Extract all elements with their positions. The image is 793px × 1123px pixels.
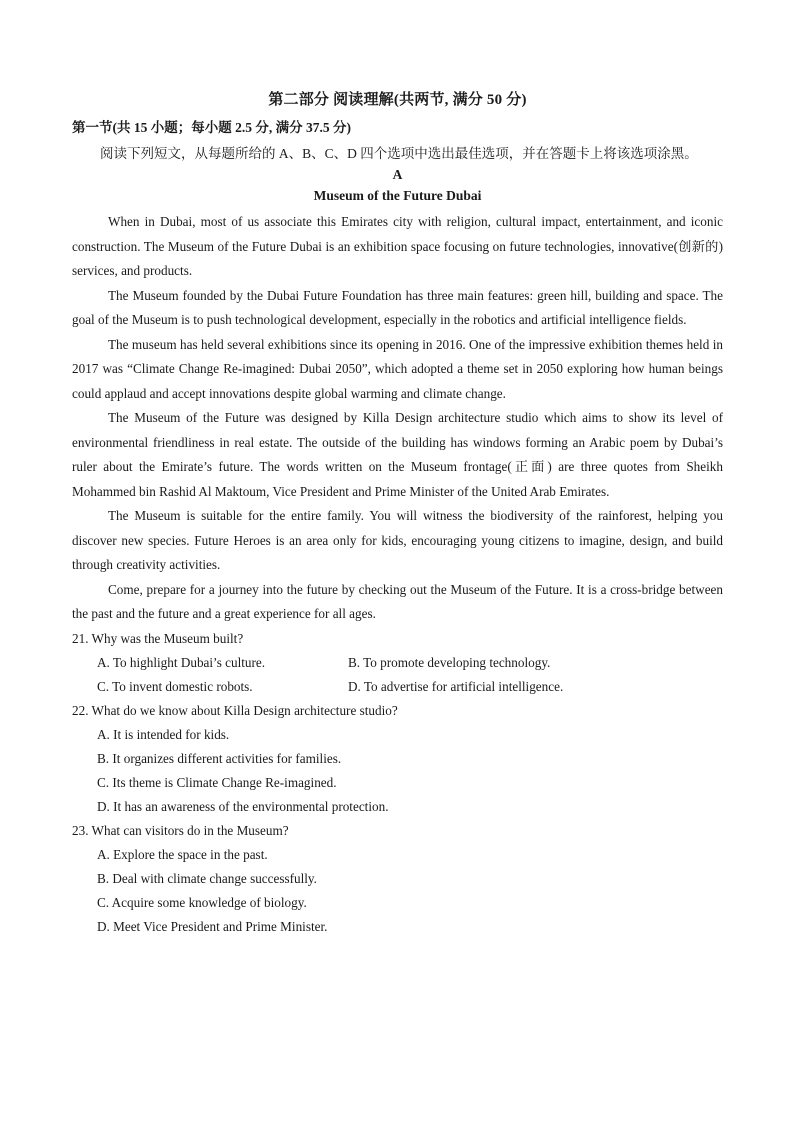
passage-paragraph-2: The Museum founded by the Dubai Future Foundation has three main features: green hill, building and space. The goal of the Museum is to push technological development, especially in the robotics and artificial intelligence fields. [72, 287, 723, 327]
part-title: 第二部分 阅读理解(共两节, 满分 50 分) [268, 92, 527, 108]
question-21-option-a: A. To highlight Dubai’s culture. [97, 654, 266, 670]
question-23-option-c: C. Acquire some knowledge of biology. [97, 894, 307, 910]
question-21-stem: 21. Why was the Museum built? [72, 630, 244, 646]
passage-letter: A [392, 167, 403, 182]
question-23-option-d: D. Meet Vice President and Prime Minister. [97, 918, 328, 934]
passage-paragraph-5: The Museum is suitable for the entire family. You will witness the biodiversity of the rainforest, helping you discover new species. Future Heroes is an area only for kids, encouraging young citizens to imagine, design, and build through creativity activities. [72, 508, 723, 572]
section-title: 第一节(共 15 小题；每小题 2.5 分, 满分 37.5 分) [72, 120, 351, 135]
question-22-stem: 22. What do we know about Killa Design architecture studio? [72, 702, 398, 718]
question-22-option-b: B. It organizes different activities for families. [97, 750, 342, 766]
question-23-option-b: B. Deal with climate change successfully. [97, 870, 317, 886]
question-22-option-d: D. It has an awareness of the environmental protection. [97, 798, 389, 814]
question-22-option-a: A. It is intended for kids. [97, 726, 230, 742]
question-23-options [97, 843, 723, 939]
exam-page [72, 88, 723, 939]
question-23-stem: 23. What can visitors do in the Museum? [72, 822, 289, 838]
passage-paragraph-4: The Museum of the Future was designed by Killa Design architecture studio which aims to show its level of environmental friendliness in real estate. The outside of the building has windows forming an Arabic poem by Dubai’s ruler about the Emirate’s future. The words written on the Museum frontage(正面) are three quotes from Sheikh Mohammed bin Rashid Al Maktoum, Vice President and Prime Minister of the United Arab Emirates. [72, 410, 723, 499]
passage-paragraph-1: When in Dubai, most of us associate this Emirates city with religion, cultural impact, entertainment, and iconic construction. The Museum of the Future Dubai is an exhibition space focusing on future technologies, innovative(创新的) services, and products. [72, 214, 723, 278]
passage-paragraph-6: Come, prepare for a journey into the future by checking out the Museum of the Future. It is a cross-bridge between the past and the future and a great experience for all ages. [72, 581, 723, 621]
question-21-option-b: B. To promote developing technology. [348, 654, 551, 670]
question-23-option-a: A. Explore the space in the past. [97, 846, 268, 862]
instructions: 阅读下列短文，从每题所给的 A、B、C、D 四个选项中选出最佳选项，并在答题卡上将该选项涂黑。 [100, 146, 698, 161]
question-21-option-c: C. To invent domestic robots. [97, 678, 253, 694]
question-21-option-d: D. To advertise for artificial intelligence. [348, 678, 564, 694]
passage-title: Museum of the Future Dubai [313, 188, 482, 203]
question-22-option-c: C. Its theme is Climate Change Re-imagined. [97, 774, 337, 790]
question-22-options [97, 723, 723, 819]
passage-paragraph-3: The museum has held several exhibitions since its opening in 2016. One of the impressive exhibition themes held in 2017 was “Climate Change Re-imagined: Dubai 2050”, which adopted a theme set in 2050 exploring how human beings could applaud and accept innovations despite global warming and climate change. [72, 336, 723, 401]
question-21-options [97, 651, 723, 699]
